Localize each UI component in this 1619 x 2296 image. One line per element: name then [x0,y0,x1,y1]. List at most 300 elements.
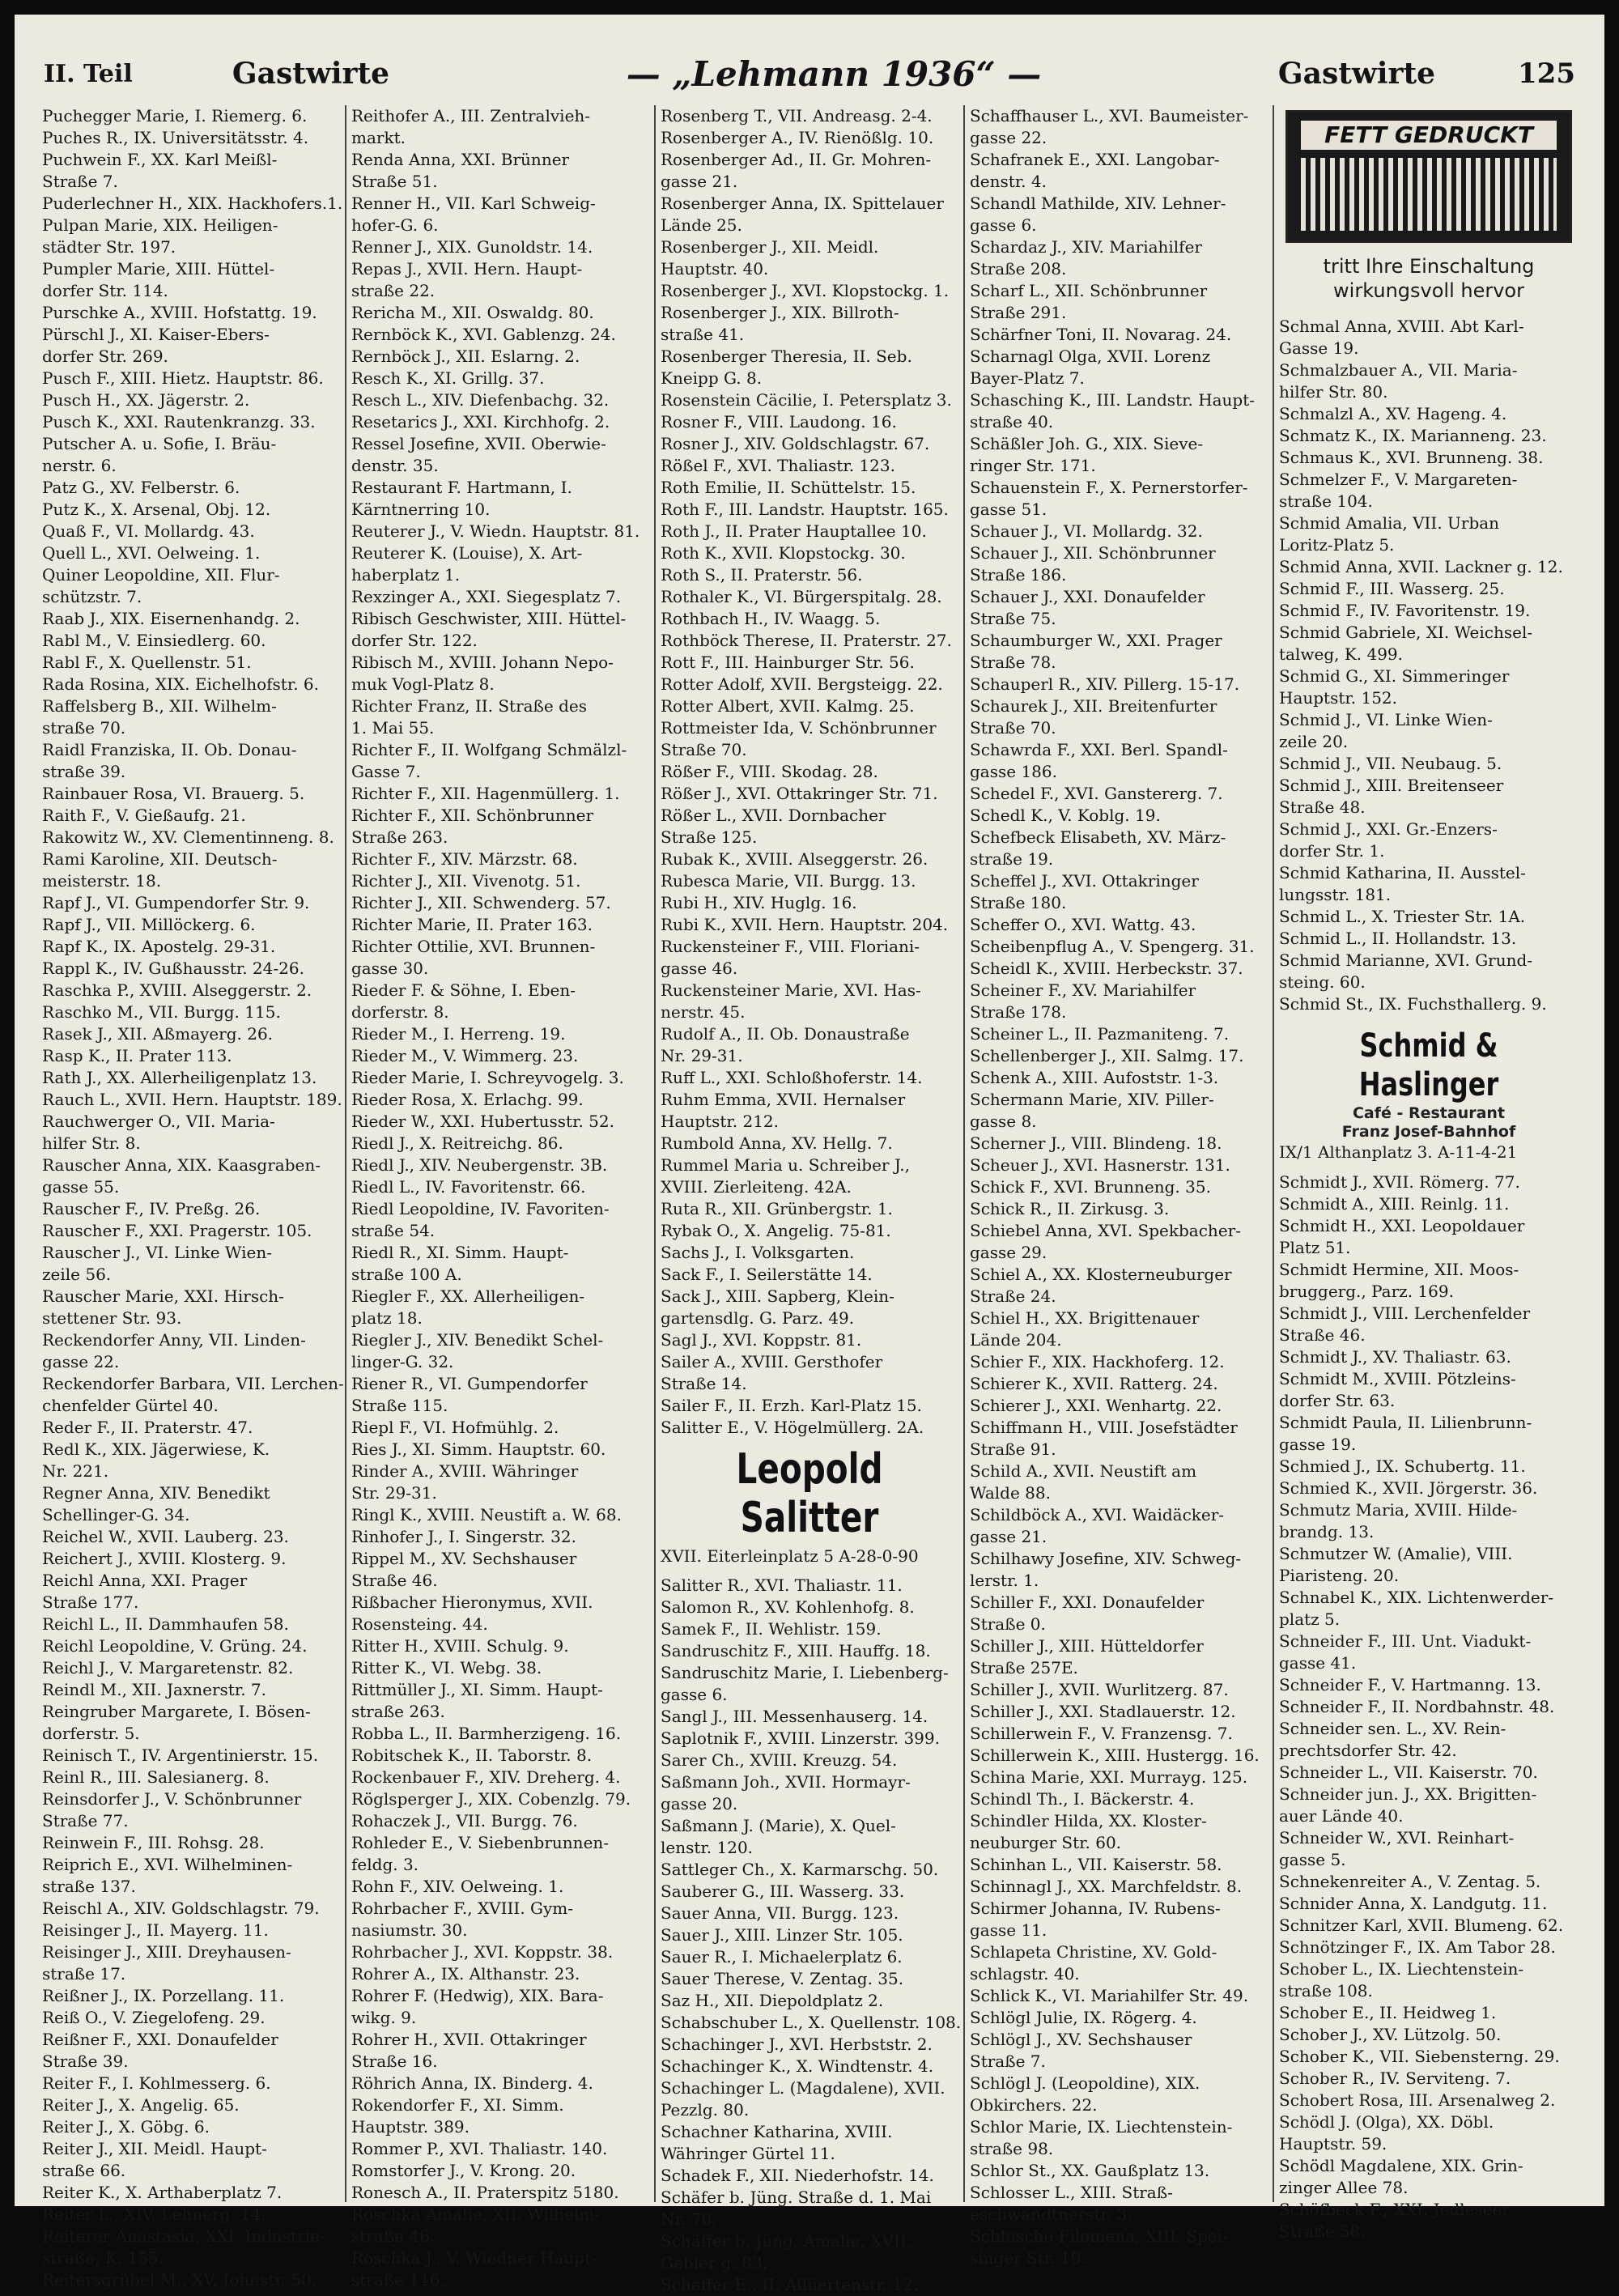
schmid-haslinger-ad [1279,1027,1579,1163]
directory-entry: Schmutz Maria, XVIII. Hilde- [1279,1500,1518,1520]
directory-entry: Schirmer Johanna, IV. Rubens- [970,1898,1221,1918]
directory-entry: Rami Karoline, XII. Deutsch- [42,849,278,869]
directory-entry: Schmid Marianne, XVI. Grund- [1279,950,1533,970]
ad-caption-line-1: tritt Ihre Einschaltung [1323,255,1535,278]
directory-entry: Schild A., XVII. Neustift am [970,1461,1197,1481]
directory-entry: Reinisch T., IV. Argentinierstr. 15. [42,1745,319,1765]
directory-entry: Piaristeng. 20. [1279,1566,1400,1585]
directory-entry: Reisinger J., XIII. Dreyhausen- [42,1942,291,1962]
directory-entry: Schmal Anna, XVIII. Abt Karl- [1279,317,1524,336]
directory-entry: Nr. 221. [42,1461,109,1481]
directory-entry: Sauberer G., III. Wasserg. 33. [661,1881,905,1901]
directory-page [15,15,1604,2294]
directory-entry: Schawrda F., XXI. Berl. Spandl- [970,740,1228,759]
directory-entry: Rohaczek J., VII. Burgg. 76. [351,1811,578,1830]
directory-entry: platz 5. [1279,1609,1341,1629]
directory-entry: Puchegger Marie, I. Riemerg. 6. [42,106,308,125]
directory-entry: Röhrich Anna, IX. Binderg. 4. [351,2073,593,2093]
directory-entry: talweg, K. 499. [1279,644,1404,664]
directory-entry: Rottmeister Ida, V. Schönbrunner [661,718,937,738]
directory-entry: Reinwein F., III. Rohsg. 28. [42,1833,265,1852]
directory-entry: Rada Rosina, XIX. Eichelhofstr. 6. [42,674,319,694]
directory-entry: Rauscher J., VI. Linke Wien- [42,1243,272,1262]
directory-entry: lenstr. 120. [661,1838,754,1857]
directory-entry: Reinsdorfer J., V. Schönbrunner [42,1789,302,1809]
directory-entry: Straße 177. [42,1592,139,1612]
directory-entry: Schiffmann H., VIII. Josefstädter [970,1418,1238,1437]
directory-entry: Straße 115. [351,1396,448,1415]
directory-entry: Reiter J., XII. Meidl. Haupt- [42,2139,267,2158]
directory-entry: Reißner J., IX. Porzellang. 11. [42,1986,285,2005]
directory-entry: Schachinger K., X. Windtenstr. 4. [661,2056,934,2076]
fett-gedruckt-ad [1285,110,1572,243]
directory-entry: Schlor Marie, IX. Liechtenstein- [970,2117,1233,2137]
directory-entry: dorfer Str. 63. [1279,1391,1396,1410]
directory-entry: Schick R., II. Zirkusg. 3. [970,1199,1170,1218]
directory-entry: Ruckensteiner Marie, XVI. Has- [661,980,921,1000]
ad-caption [1279,254,1579,303]
directory-entry: Sauer Therese, V. Zentag. 35. [661,1969,904,1988]
directory-entry: Schaffhauser L., XVI. Baumeister- [970,106,1249,125]
directory-entry: Raschko M., VII. Burgg. 115. [42,1002,281,1022]
directory-entry: Rubesca Marie, VII. Burgg. 13. [661,871,916,891]
directory-entry: Rosner F., VIII. Laudong. 16. [661,412,897,432]
directory-entry: Straße 0. [970,1614,1046,1634]
directory-entry: Rosenberger Theresia, II. Seb. [661,347,912,366]
directory-entry: Reithofer A., III. Zentralvieh- [351,106,591,125]
directory-entry: gasse 51. [970,500,1047,519]
directory-entry: Straße 186. [970,565,1067,585]
directory-entry: Reder F., II. Praterstr. 47. [42,1418,253,1437]
directory-entry: straße 66. [42,2161,126,2180]
directory-entry: Sauer R., I. Michaelerplatz 6. [661,1947,903,1966]
directory-entry: platz 18. [351,1308,423,1328]
directory-entry: zeile 20. [1279,732,1349,751]
directory-entry: Reichel W., XVII. Lauberg. 23. [42,1527,289,1546]
directory-entry: stettener Str. 93. [42,1308,182,1328]
directory-entry: gasse 11. [970,1920,1047,1940]
directory-entry: Reichl Anna, XXI. Prager [42,1571,248,1590]
directory-entry: Schober L., IX. Liechtenstein- [1279,1959,1524,1979]
directory-entry: Schafranek E., XXI. Langobar- [970,150,1220,169]
directory-entry: Rosenberger J., XIX. Billroth- [661,303,899,322]
directory-entry: Schellinger-G. 34. [42,1505,190,1524]
directory-entry: Straße 58. [1279,2222,1366,2241]
directory-entry: eschwandtnerstr. 3. [970,2205,1132,2224]
directory-entry: denstr. 4. [970,172,1047,191]
directory-entry: Scharf L., XII. Schönbrunner [970,281,1208,300]
directory-entry: Reiter L., XIV. Lehnerg. 14. [42,2205,266,2224]
directory-entry: Rauscher Marie, XXI. Hirsch- [42,1286,284,1306]
directory-entry: Schachinger L. (Magdalene), XVII. [661,2078,945,2098]
directory-entry: Hauptstr. 212. [661,1112,779,1131]
directory-entry: Schlögl J., XV. Sechshauser [970,2030,1192,2049]
directory-entry: nerstr. 6. [42,456,117,475]
directory-entry: Schmidt A., XIII. Reinlg. 11. [1279,1194,1510,1214]
directory-entry: Rößer F., VIII. Skodag. 28. [661,762,878,781]
directory-entry: Schedl K., V. Koblg. 19. [970,806,1161,825]
directory-entry: Schiel A., XX. Klosterneuburger [970,1265,1232,1284]
directory-entry: Rabl M., V. Einsiedlerg. 60. [42,631,266,650]
directory-entry: Reiter J., X. Göbg. 6. [42,2117,210,2137]
directory-entry: Schardaz J., XIV. Mariahilfer [970,237,1202,257]
directory-entry: gasse 22. [42,1352,120,1371]
directory-entry: Schierer K., XVII. Ratterg. 24. [970,1374,1218,1393]
directory-entry: Salitter R., XVI. Thaliastr. 11. [661,1575,903,1595]
directory-entry: gasse 55. [42,1177,120,1197]
directory-entry: Schina Marie, XXI. Murrayg. 125. [970,1767,1248,1787]
directory-entry: Platz 51. [1279,1238,1351,1257]
directory-entry: Schier F., XIX. Hackhoferg. 12. [970,1352,1225,1371]
directory-entry: Rößel F., XVI. Thaliastr. 123. [661,456,895,475]
directory-entry: Gasse 19. [1279,338,1359,358]
directory-entry: Riedl Leopoldine, IV. Favoriten- [351,1199,610,1218]
directory-entry: Schmid L., X. Triester Str. 1A. [1279,907,1526,926]
directory-entry: Rexzinger A., XXI. Siegesplatz 7. [351,587,622,606]
directory-entry: Rieder M., I. Herreng. 19. [351,1024,566,1044]
directory-entry: Schellenberger J., XII. Salmg. 17. [970,1046,1244,1065]
schmid-haslinger-name: Schmid & Haslinger [1358,1027,1499,1103]
directory-entry: Sack F., I. Seilerstätte 14. [661,1265,873,1284]
directory-entry: Schachinger J., XVI. Herbststr. 2. [661,2035,933,2054]
directory-entry: Schick F., XVI. Brunneng. 35. [970,1177,1211,1197]
directory-entry: Schauer J., XII. Schönbrunner [970,543,1216,563]
directory-entry: Richter F., II. Wolfgang Schmälzl- [351,740,627,759]
directory-entry: schlagstr. 40. [970,1964,1080,1983]
directory-entry: Restaurant F. Hartmann, I. [351,478,572,497]
directory-entry: Reiter J., X. Angelig. 65. [42,2095,240,2115]
directory-entry: Straße 51. [351,172,438,191]
directory-entry: Schneider L., VII. Kaiserstr. 70. [1279,1762,1538,1782]
directory-entry: Schlusche Filomena, XIII. Spei- [970,2226,1228,2246]
directory-entry: Reichl J., V. Margaretenstr. 82. [42,1658,294,1677]
directory-entry: nasiumstr. 30. [351,1920,468,1940]
directory-entry: Sailer F., II. Erzh. Karl-Platz 15. [661,1396,922,1415]
directory-entry: Riedl J., X. Reitreichg. 86. [351,1133,563,1153]
directory-entry: linger-G. 32. [351,1352,454,1371]
directory-entry: Schlick K., VI. Mariahilfer Str. 49. [970,1986,1249,2005]
directory-entry: Ritter K., VI. Webg. 38. [351,1658,542,1677]
directory-entry: Saßmann Joh., XVII. Hormayr- [661,1772,911,1792]
directory-entry: Purschke A., XVIII. Hofstattg. 19. [42,303,317,322]
directory-entry: Salitter E., V. Högelmüllerg. 2A. [661,1418,924,1437]
directory-entry: Schachner Katharina, XVIII. [661,2122,893,2141]
directory-entry: Robitschek K., II. Taborstr. 8. [351,1745,593,1765]
directory-entry: Straße 75. [970,609,1056,628]
directory-entry: Repas J., XVII. Hern. Haupt- [351,259,583,278]
directory-entry: Schneider sen. L., XV. Rein- [1279,1719,1506,1738]
directory-entry: Schilhawy Josefine, XIV. Schweg- [970,1549,1242,1568]
directory-entry: Roth F., III. Landstr. Hauptstr. 165. [661,500,949,519]
directory-entry: Scheffel J., XVI. Ottakringer [970,871,1199,891]
directory-entry: Straße 257E. [970,1658,1078,1677]
directory-entry: Quell L., XVI. Oelweing. 1. [42,543,261,563]
directory-entry: Schneider W., XVI. Reinhart- [1279,1828,1515,1847]
directory-entry: Reichert J., XVIII. Klosterg. 9. [42,1549,287,1568]
directory-entry: neuburger Str. 60. [970,1833,1122,1852]
directory-entry: Straße 7. [970,2052,1046,2071]
directory-entry: Reiter F., I. Kohlmesserg. 6. [42,2073,271,2093]
schmid-haslinger-line-2: Franz Josef-Bahnhof [1341,1123,1516,1141]
directory-entry: Richter F., XII. Hagenmüllerg. 1. [351,784,620,803]
directory-entry: Straße 78. [970,653,1056,672]
directory-entry: Kneipp G. 8. [661,368,763,388]
directory-entry: Roth J., II. Prater Hauptallee 10. [661,521,927,541]
directory-entry: Schmid Anna, XVII. Lackner g. 12. [1279,557,1563,576]
directory-entry: Schnitzer Karl, XVII. Blumeng. 62. [1279,1915,1564,1935]
directory-entry: lungsstr. 181. [1279,885,1392,904]
directory-entry: gartensdlg. G. Parz. 49. [661,1308,855,1328]
directory-entry: Schneider jun. J., XX. Brigitten- [1279,1784,1537,1804]
directory-entry: Schiller F., XXI. Donaufelder [970,1592,1205,1612]
directory-entry: Straße 125. [661,827,758,847]
directory-entry: Puderlechner H., XIX. Hackhofers.1. [42,193,343,213]
directory-entry: Schaffer E., II. Alliiertenstr. 12. [661,2275,919,2294]
directory-entry: muk Vogl-Platz 8. [351,674,495,694]
directory-entry: Resch L., XIV. Diefenbachg. 32. [351,390,610,410]
directory-entry: Schmid F., IV. Favoritenstr. 19. [1279,601,1531,620]
directory-entry: Riegler F., XX. Allerheiligen- [351,1286,585,1306]
directory-entry: Rauscher F., XXI. Pragerstr. 105. [42,1221,312,1240]
column-2 [346,105,656,2290]
directory-entry: Schmalzbauer A., VII. Maria- [1279,360,1518,380]
directory-entry: straße 263. [351,1702,445,1721]
directory-entry: Pezzlg. 80. [661,2100,750,2120]
directory-entry: Schobert Rosa, III. Arsenalweg 2. [1279,2090,1556,2110]
directory-entry: Straße 16. [351,2052,438,2071]
directory-entry: Bayer-Platz 7. [970,368,1085,388]
directory-entry: Kärntnerring 10. [351,500,491,519]
directory-entry: Schiel H., XX. Brigittenauer [970,1308,1200,1328]
directory-entry: Rakowitz W., XV. Clementinneng. 8. [42,827,334,847]
directory-entry: Rotter Adolf, XVII. Bergsteigg. 22. [661,674,943,694]
directory-entry: wikg. 9. [351,2008,417,2027]
directory-entry: Reinl R., III. Salesianerg. 8. [42,1767,270,1787]
directory-entry: Rothaler K., VI. Bürgerspitalg. 28. [661,587,942,606]
directory-entry: gasse 6. [661,1685,728,1704]
directory-entry: Richter J., XII. Vivenotg. 51. [351,871,581,891]
directory-entry: Pulpan Marie, XIX. Heiligen- [42,215,278,235]
directory-entry: Schmid L., II. Hollandstr. 13. [1279,929,1517,948]
directory-entry: Schmid J., XIII. Breitenseer [1279,776,1504,795]
directory-entry: Rißbacher Hieronymus, XVII. [351,1592,593,1612]
directory-entry: Romstorfer J., V. Krong. 20. [351,2161,576,2180]
directory-entry: Schenk A., XIII. Aufoststr. 1-3. [970,1068,1219,1087]
directory-entry: Schermann Marie, XIV. Piller- [970,1090,1214,1109]
directory-entry: Schiller J., XVII. Wurlitzerg. 87. [970,1680,1229,1699]
directory-entry: Schmidt Hermine, XII. Moos- [1279,1260,1519,1279]
directory-entry: Riepl F., VI. Hofmühlg. 2. [351,1418,559,1437]
directory-entry: straße 40. [970,412,1054,432]
directory-entry: straße 22. [351,281,436,300]
directory-entry: Rappl K., IV. Gußhausstr. 24-26. [42,959,304,978]
directory-entry: Renda Anna, XXI. Brünner [351,150,570,169]
directory-entry: gasse 21. [970,1527,1047,1546]
directory-entry: Puches R., IX. Universitätsstr. 4. [42,128,309,147]
directory-entry: Schmied J., IX. Schubertg. 11. [1279,1456,1526,1476]
directory-entry: Rasek J., XII. Aßmayerg. 26. [42,1024,274,1044]
directory-entry: Ruff L., XXI. Schloßhoferstr. 14. [661,1068,923,1087]
directory-entry: Rauscher Anna, XIX. Kaasgraben- [42,1155,321,1175]
directory-entry: Walde 88. [970,1483,1051,1503]
directory-entry: Sarer Ch., XVIII. Kreuzg. 54. [661,1750,898,1770]
directory-entry: prechtsdorfer Str. 42. [1279,1741,1457,1760]
directory-entry: singer Str. 19. [970,2248,1086,2268]
directory-entry: Schiller J., XIII. Hütteldorfer [970,1636,1204,1656]
directory-entry: Rabl F., X. Quellenstr. 51. [42,653,252,672]
directory-entry: bruggerg., Parz. 169. [1279,1282,1454,1301]
directory-entry: Schaurek J., XII. Breitenfurter [970,696,1217,716]
directory-entry: lerstr. 1. [970,1571,1039,1590]
directory-entry: Schmid Amalia, VII. Urban [1279,513,1500,533]
directory-entry: Sagl J., XVI. Koppstr. 81. [661,1330,862,1350]
directory-entry: Schödl J. (Olga), XX. Döbl. [1279,2112,1494,2132]
directory-entry: Rummel Maria u. Schreiber J., [661,1155,911,1175]
directory-entry: Str. 29-31. [351,1483,437,1503]
directory-entry: Scheiner L., II. Pazmaniteng. 7. [970,1024,1230,1044]
directory-entry: gasse 5. [1279,1850,1346,1869]
directory-entry: Rumbold Anna, XV. Hellg. 7. [661,1133,893,1153]
schmid-haslinger-line-1: Café - Restaurant [1352,1104,1506,1122]
directory-entry: Währinger Gürtel 11. [661,2144,835,2163]
directory-entry: Redl K., XIX. Jägerwiese, K. [42,1439,270,1459]
directory-entry: Raith F., V. Gießaufg. 21. [42,806,246,825]
directory-entry: Rieder Rosa, X. Erlachg. 99. [351,1090,584,1109]
directory-entry: gasse 6. [970,215,1037,235]
directory-entry: Reichl Leopoldine, V. Grüng. 24. [42,1636,308,1656]
directory-entry: Scheuer J., XVI. Hasnerstr. 131. [970,1155,1230,1175]
directory-entry: Scheffer O., XVI. Wattg. 43. [970,915,1196,934]
directory-entry: Schmid J., VII. Neubaug. 5. [1279,754,1502,773]
directory-entry: dorfer Str. 122. [351,631,478,650]
directory-entry: Straße 39. [42,2052,129,2071]
directory-entry: Rothbach H., IV. Waagg. 5. [661,609,881,628]
directory-entry: Schäßler Joh. G., XIX. Sieve- [970,434,1204,453]
directory-entry: nerstr. 45. [661,1002,746,1022]
directory-entry: Rainbauer Rosa, VI. Brauerg. 5. [42,784,305,803]
directory-entry: Scherner J., VIII. Blindeng. 18. [970,1133,1222,1153]
directory-entry: Rericha M., XII. Oswaldg. 80. [351,303,594,322]
directory-entry: Reisinger J., II. Mayerg. 11. [42,1920,269,1940]
directory-entry: Reitersgrübel M., XV. Johnstr. 50. [42,2270,317,2290]
directory-entry: Pusch K., XXI. Rautenkranzg. 33. [42,412,316,432]
directory-entry: Richter F., XII. Schönbrunner [351,806,594,825]
directory-entry: Schmelzer F., V. Margareten- [1279,470,1518,489]
directory-entry: Riedl J., XIV. Neubergenstr. 3B. [351,1155,608,1175]
directory-entry: XVIII. Zierleiteng. 42A. [661,1177,852,1197]
directory-entry: Röglsperger J., XIX. Cobenzlg. 79. [351,1789,631,1809]
directory-entry: Sachs J., I. Volksgarten. [661,1243,855,1262]
directory-entry: Saplotnik F., XVIII. Linzerstr. 399. [661,1728,940,1748]
directory-entry: Rosenberg T., VII. Andreasg. 2-4. [661,106,933,125]
directory-entry: schützstr. 7. [42,587,142,606]
directory-entry: Ribisch M., XVIII. Johann Nepo- [351,653,614,672]
directory-entry: Scheidl K., XVIII. Herbeckstr. 37. [970,959,1243,978]
directory-entry: Richter F., XIV. Märzstr. 68. [351,849,578,869]
directory-entry: Schmidt J., XVII. Römerg. 77. [1279,1172,1520,1192]
directory-entry: Rosenberger Ad., II. Gr. Mohren- [661,150,932,169]
directory-entry: Reichl L., II. Dammhaufen 58. [42,1614,289,1634]
directory-entry: Riedl L., IV. Favoritenstr. 66. [351,1177,586,1197]
directory-entry: auer Lände 40. [1279,1806,1404,1826]
directory-entry: Rothböck Therese, II. Praterstr. 27. [661,631,952,650]
directory-entry: gasse 29. [970,1243,1047,1262]
directory-entry: Rott F., III. Hainburger Str. 56. [661,653,915,672]
directory-entry: Schmidt J., VIII. Lerchenfelder [1279,1303,1531,1323]
directory-entry: Rohrer F. (Hedwig), XIX. Bara- [351,1986,604,2005]
directory-entry: Rittmüller J., XI. Simm. Haupt- [351,1680,603,1699]
directory-entry: Schäffer b. Jüng. Amalie, XVII. [661,2231,911,2251]
directory-entry: Schindl Th., I. Bäckerstr. 4. [970,1789,1195,1809]
directory-entry: Sangl J., III. Messenhauserg. 14. [661,1707,928,1726]
directory-entry: Rohrbacher J., XVI. Koppstr. 38. [351,1942,614,1962]
directory-entry: straße 137. [42,1877,136,1896]
directory-entry: Schnider Anna, X. Landgutg. 11. [1279,1894,1548,1913]
directory-entry: steing. 60. [1279,972,1366,992]
directory-entry: gasse 19. [1279,1435,1357,1454]
directory-entry: Rieder Marie, I. Schreyvogelg. 3. [351,1068,624,1087]
directory-entry: Schmalzl A., XV. Hageng. 4. [1279,404,1507,423]
directory-entry: Schillerwein F., V. Franzensg. 7. [970,1724,1233,1743]
directory-entry: Rokendorfer F., XI. Simm. [351,2095,564,2115]
directory-entry: Renner H., VII. Karl Schweig- [351,193,596,213]
directory-entry: straße 54. [351,1221,436,1240]
directory-entry: Raab J., XIX. Eisernenhandg. 2. [42,609,300,628]
directory-entry: Reiter K., X. Arthaberplatz 7. [42,2183,283,2202]
directory-entry: Schmidt Paula, II. Lilienbrunn- [1279,1413,1532,1432]
directory-entry: meisterstr. 18. [42,871,162,891]
directory-entry: Gebler g. 83. [661,2253,768,2273]
ad-illustration [1301,158,1557,231]
directory-entry: Straße 178. [970,1002,1067,1022]
directory-entry: Schöfbeck F., XXI. Jedleseer [1279,2200,1510,2219]
directory-entry: Rommer P., XVI. Thaliastr. 140. [351,2139,608,2158]
directory-entry: Hauptstr. 40. [661,259,769,278]
directory-entry: Ruta R., XII. Grünbergstr. 1. [661,1199,893,1218]
directory-entry: Reindl M., XII. Jaxnerstr. 7. [42,1680,266,1699]
directory-entry: Lände 204. [970,1330,1062,1350]
directory-entry: Scharnagl Olga, XVII. Lorenz [970,347,1211,366]
directory-entry: Rippel M., XV. Sechshauser [351,1549,577,1568]
schmid-haslinger-address: IX/1 Althanplatz 3. A-11-4-21 [1279,1142,1518,1162]
directory-entry: Scheibenpflug A., V. Spengerg. 31. [970,937,1255,956]
directory-entry: Regner Anna, XIV. Benedikt [42,1483,270,1503]
directory-entry: Reckendorfer Anny, VII. Linden- [42,1330,306,1350]
directory-entry: Straße 208. [970,259,1067,278]
directory-entry: Schauenstein F., X. Pernerstorfer- [970,478,1248,497]
directory-entry: straße 41. [661,325,745,344]
directory-entry: Patz G., XV. Felberstr. 6. [42,478,240,497]
directory-entry: Rosenberger J., XVI. Klopstockg. 1. [661,281,950,300]
directory-entry: Rapf J., VII. Millöckerg. 6. [42,915,256,934]
directory-entry: Schnabel K., XIX. Lichtenwerder- [1279,1588,1554,1607]
directory-entry: Roth S., II. Praterstr. 56. [661,565,863,585]
directory-entry: gasse 8. [970,1112,1037,1131]
directory-entry: Schiller J., XXI. Stadlauerstr. 12. [970,1702,1236,1721]
directory-entry: Reißner F., XXI. Donaufelder [42,2030,278,2049]
directory-entry: Schlögl Julie, IX. Rögerg. 4. [970,2008,1197,2027]
directory-entry: Schmid Gabriele, XI. Weichsel- [1279,623,1533,642]
directory-entry: Schmatz K., IX. Marianneng. 23. [1279,426,1547,445]
directory-entry: Straße 46. [1279,1325,1366,1345]
header-left-title: Gastwirte [232,57,390,91]
directory-entry: Riener R., VI. Gumpendorfer [351,1374,588,1393]
directory-entry: hilfer Str. 8. [42,1133,141,1153]
directory-entry: Rieder M., V. Wimmerg. 23. [351,1046,579,1065]
directory-entry: Schmidt M., XVIII. Pötzleins- [1279,1369,1516,1388]
directory-entry: straße, K. 155. [42,2248,164,2268]
header-center-title: — „Lehmann 1936“ — [626,53,1042,94]
